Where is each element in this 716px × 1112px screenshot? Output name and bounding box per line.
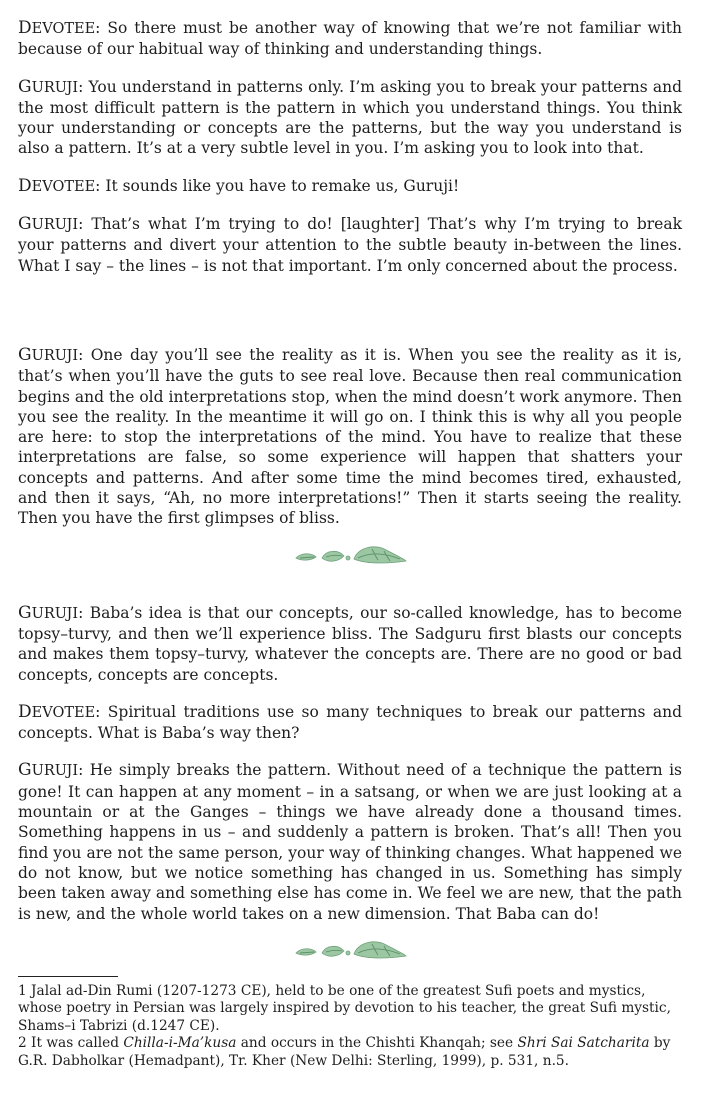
paragraph-text: : Spiritual traditions use so many techniques to break our patterns and concepts. What is Baba’s way then? — [18, 702, 682, 743]
speaker-initial: G — [18, 602, 32, 623]
speaker-name: URUJI — [31, 347, 79, 364]
speaker-name: URUJI — [31, 79, 79, 96]
speaker-name: EVOTEE — [31, 178, 96, 195]
dialogue-paragraph — [18, 760, 682, 923]
leaf-ornament-icon — [18, 938, 682, 962]
footnote-rule — [18, 976, 118, 977]
speaker-name: URUJI — [31, 763, 79, 780]
dialogue-paragraph — [18, 345, 682, 529]
speaker-initial: G — [18, 760, 32, 781]
dialogue-paragraph — [18, 214, 682, 276]
speaker-name: EVOTEE — [31, 704, 96, 721]
footnote-2-text: and occurs in the Chishti Khanqah; see — [236, 1035, 518, 1052]
dialogue-paragraph — [18, 18, 682, 60]
paragraph-text: : Baba’s idea is that our concepts, our so-called knowledge, has to become topsy–turvy, and then we’ll experience bliss. The Sadguru first blasts our concepts and makes them topsy–turvy, whatever the concepts are. There are no good or bad concepts, concepts are concepts. — [18, 603, 682, 684]
speaker-initial: G — [18, 214, 32, 235]
dialogue-paragraph — [18, 702, 682, 744]
paragraph-text: : You understand in patterns only. I’m asking you to break your patterns and the most difficult pattern is the pattern in which you understand things. You think your understanding or concepts are the patterns, but the way you understand is also a pattern. It’s at a very subtle level in you. I’m asking you to look into that. — [18, 77, 682, 158]
speaker-initial: D — [18, 701, 32, 722]
footnote-1: 1 Jalal ad-Din Rumi (1207-1273 CE), held to be one of the greatest Sufi poets and mystics, whose poetry in Persian was largely inspired by devotion to his teacher, the great Sufi mystic, Shams–i Tabrizi (d.1247 CE). — [18, 982, 671, 1034]
footnote-2 — [18, 1035, 682, 1070]
paragraph-text: : It sounds like you have to remake us, Guruji! — [95, 176, 460, 195]
footnote-2-book-title: Shri Sai Satcharita — [517, 1035, 650, 1052]
speaker-name: URUJI — [31, 605, 79, 622]
paragraph-text: : One day you’ll see the reality as it is. When you see the reality as it is, that’s when you’ll have the guts to see real love. Because then real communication begins and the old interpretations stop, when the mind doesn’t work anymore. Then you see the reality. In the meantime it will go on. I think this is why all you people are here: to stop the interpretations of the mind. You have to realize that these interpretations are false, so some experience will happen that shatters your concepts and patterns. And after some time the mind becomes tired, exhausted, and then it says, “Ah, no more interpretations!” Then it starts seeing the reality. Then you have the first glimpses of bliss. — [18, 345, 682, 528]
speaker-initial: D — [18, 18, 32, 38]
page — [18, 18, 682, 1070]
footnote-2-text: by G.R. Dabholkar (Hemadpant), Tr. Kher (New Delhi: Sterling, 1999), p. 531, n.5. — [18, 1035, 671, 1069]
speaker-name: EVOTEE — [31, 21, 96, 37]
footnote-2-italic-title: Chilla-i-Ma’kusa — [123, 1035, 237, 1052]
dialogue-paragraph — [18, 603, 682, 685]
speaker-initial: G — [18, 76, 32, 97]
paragraph-text: : So there must be another way of knowing that we’re not familiar with because of our habitual way of thinking and understanding things. — [18, 19, 682, 59]
paragraph-text: : He simply breaks the pattern. Without need of a technique the pattern is gone! It can happen at any moment – in a satsang, or when we are just looking at a mountain or at the Ganges – things we have already done a thousand times. Something happens in us – and suddenly a pattern is broken. That’s all! Then you find you are not the same person, your way of thinking changes. What happened we do not know, but we notice something has changed in us. Something has simply been taken away and something else has come in. We feel we are new, that the path is new, and the whole world takes on a new dimension. That Baba can do! — [18, 761, 682, 923]
dialogue-paragraph — [18, 77, 682, 159]
footnote-2-text: 2 It was called — [18, 1035, 124, 1052]
speaker-name: URUJI — [31, 217, 79, 234]
speaker-initial: G — [18, 344, 32, 365]
speaker-initial: D — [18, 175, 32, 196]
paragraph-text: : That’s what I’m trying to do! [laughter] That’s why I’m trying to break your patterns and divert your attention to the subtle beauty in-between the lines. What I say – the lines – is not that important. I’m only concerned about the process. — [18, 215, 682, 275]
dialogue-paragraph — [18, 176, 682, 197]
leaf-ornament-icon — [18, 543, 682, 567]
